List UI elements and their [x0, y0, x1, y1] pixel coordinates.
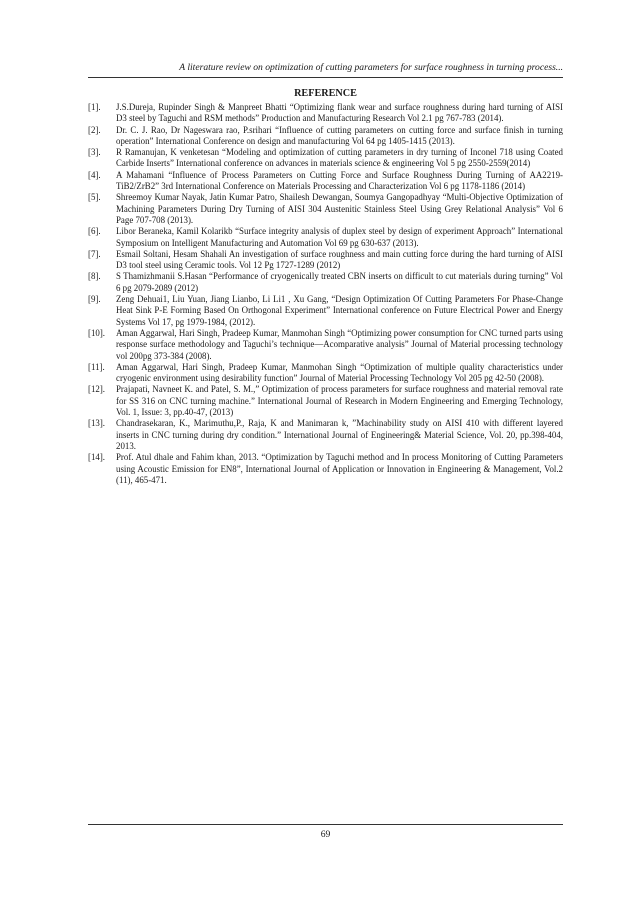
reference-number: [6]. — [88, 226, 101, 237]
reference-number: [7]. — [88, 248, 101, 259]
reference-number: [12]. — [88, 384, 106, 395]
reference-number: [2]. — [88, 124, 101, 135]
reference-number: [8]. — [88, 271, 101, 282]
reference-item — [88, 226, 563, 249]
reference-number: [4]. — [88, 169, 101, 180]
reference-item — [88, 102, 563, 125]
reference-text: Prof. Atul dhale and Fahim khan, 2013. “Optimization by Taguchi method and In process Monitoring of Cutting Parameters using Acoustic Emission for EN8”, International Journal of Application or Innovation in Engineering & Management, Vol.2 (11), 465-471. — [116, 452, 563, 485]
reference-text: Libor Beraneka, Kamil Kolarikb “Surface integrity analysis of duplex steel by design of experiment Approach” International Symposium on Intelligent Manufacturing and Automation Vol 69 pg 630-637 (2013). — [116, 226, 563, 248]
reference-item — [88, 249, 563, 272]
reference-list — [88, 102, 563, 486]
reference-number: [1]. — [88, 102, 101, 112]
reference-text: J.S.Dureja, Rupinder Singh & Manpreet Bhatti “Optimizing flank wear and surface roughness during hard turning of AISI D3 steel by Taguchi and RSM methods” Production and Manufacturing Research Vol 2.1 pg 767-783 (2014). — [116, 102, 563, 124]
reference-item — [88, 192, 563, 226]
reference-number: [11]. — [88, 361, 105, 372]
reference-item — [88, 170, 563, 193]
reference-text: R Ramanujan, K venketesan “Modeling and optimization of cutting parameters in dry turning of Inconel 718 using Coated Carbide Inserts” International conference on advances in materials science & engineering Vol 5 pg 2550-2559(2014) — [116, 147, 563, 169]
reference-item — [88, 328, 563, 362]
reference-text: Zeng Dehuai1, Liu Yuan, Jiang Lianbo, Li Li1 , Xu Gang, “Design Optimization Of Cutting Parameters For Phase-Change Heat Sink P-E Forming Based On Orthogonal Experiment” International conference on Future Electrical Power and Energy Systems Vol 17, pg 1979-1984, (2012). — [116, 294, 563, 327]
reference-item — [88, 418, 563, 452]
reference-item — [88, 452, 563, 486]
reference-text: Dr. C. J. Rao, Dr Nageswara rao, P.srihari “Influence of cutting parameters on cutting force and surface finish in turning operation” International Conference on design and manufacturing Vol 64 pg 1405-1415 (2013). — [116, 124, 563, 146]
reference-text: Aman Aggarwal, Hari Singh, Pradeep Kumar, Manmohan Singh “Optimization of multiple quality characteristics under cryogenic environment using desirability function” Journal of Material Processing Technology Vol 205 pg 42-50 (2008). — [116, 361, 563, 384]
reference-number: [9]. — [88, 294, 101, 305]
header-rule — [88, 77, 563, 78]
reference-text: Chandrasekaran, K., Marimuthu,P., Raja, K and Manimaran k, ”Machinability study on AISI 410 with different layered inserts in CNC turning during dry condition.” International Journal of Engineering& Material Science, Vol. 20, pp.398-404, 2013. — [116, 418, 563, 451]
section-title: REFERENCE — [294, 88, 357, 99]
reference-item — [88, 384, 563, 418]
reference-text: Esmail Soltani, Hesam Shahali An investigation of surface roughness and main cutting force during the hard turning of AISI D3 tool steel using Ceramic tools. Vol 12 Pg 1727-1289 (2012) — [116, 248, 563, 271]
reference-text: A Mahamani “Influence of Process Parameters on Cutting Force and Surface Roughness During Turning of AA2219-TiB2/ZrB2” 3rd International Conference on Materials Processing and Characterization Vol 6 pg 1178-1186 (2014) — [116, 169, 563, 192]
reference-number: [3]. — [88, 147, 101, 158]
reference-number: [14]. — [88, 452, 106, 463]
reference-number: [5]. — [88, 192, 101, 203]
reference-text: S Thamizhmanii S.Hasan “Performance of cryogenically treated CBN inserts on difficult to cut materials during turning” Vol 6 pg 2079-2089 (2012) — [116, 271, 563, 293]
footer-rule — [88, 824, 563, 825]
reference-item — [88, 147, 563, 170]
reference-item — [88, 362, 563, 385]
page-number: 69 — [320, 829, 331, 840]
reference-text: Aman Aggarwal, Hari Singh, Pradeep Kumar, Manmohan Singh “Optimizing power consumption for CNC turned parts using response surface methodology and Taguchi’s technique—Acomparative analysis” Journal of Material processing technology vol 200pg 373-384 (2008). — [116, 327, 563, 361]
reference-item — [88, 271, 563, 294]
reference-item — [88, 125, 563, 148]
reference-text: Prajapati, Navneet K. and Patel, S. M.,” Optimization of process parameters for surface roughness and material removal rate for SS 316 on CNC turning machine.” International Journal of Research in Modern Engineering and Emerging Technology, Vol. 1, Issue: 3, pp.40-47, (2013) — [116, 384, 563, 418]
reference-text: Shreemoy Kumar Nayak, Jatin Kumar Patro, Shailesh Dewangan, Soumya Gangopadhyay “Multi-Objective Optimization of Machining Parameters During Dry Turning of AISI 304 Austenitic Stainless Steel Using Grey Relational Analysis” Vol 6 Page 707-708 (2013). — [116, 192, 563, 225]
running-header: A literature review on optimization of cutting parameters for surface roughness in turning process... — [179, 62, 563, 73]
reference-number: [13]. — [88, 418, 106, 429]
reference-item — [88, 294, 563, 328]
reference-number: [10]. — [88, 327, 106, 338]
